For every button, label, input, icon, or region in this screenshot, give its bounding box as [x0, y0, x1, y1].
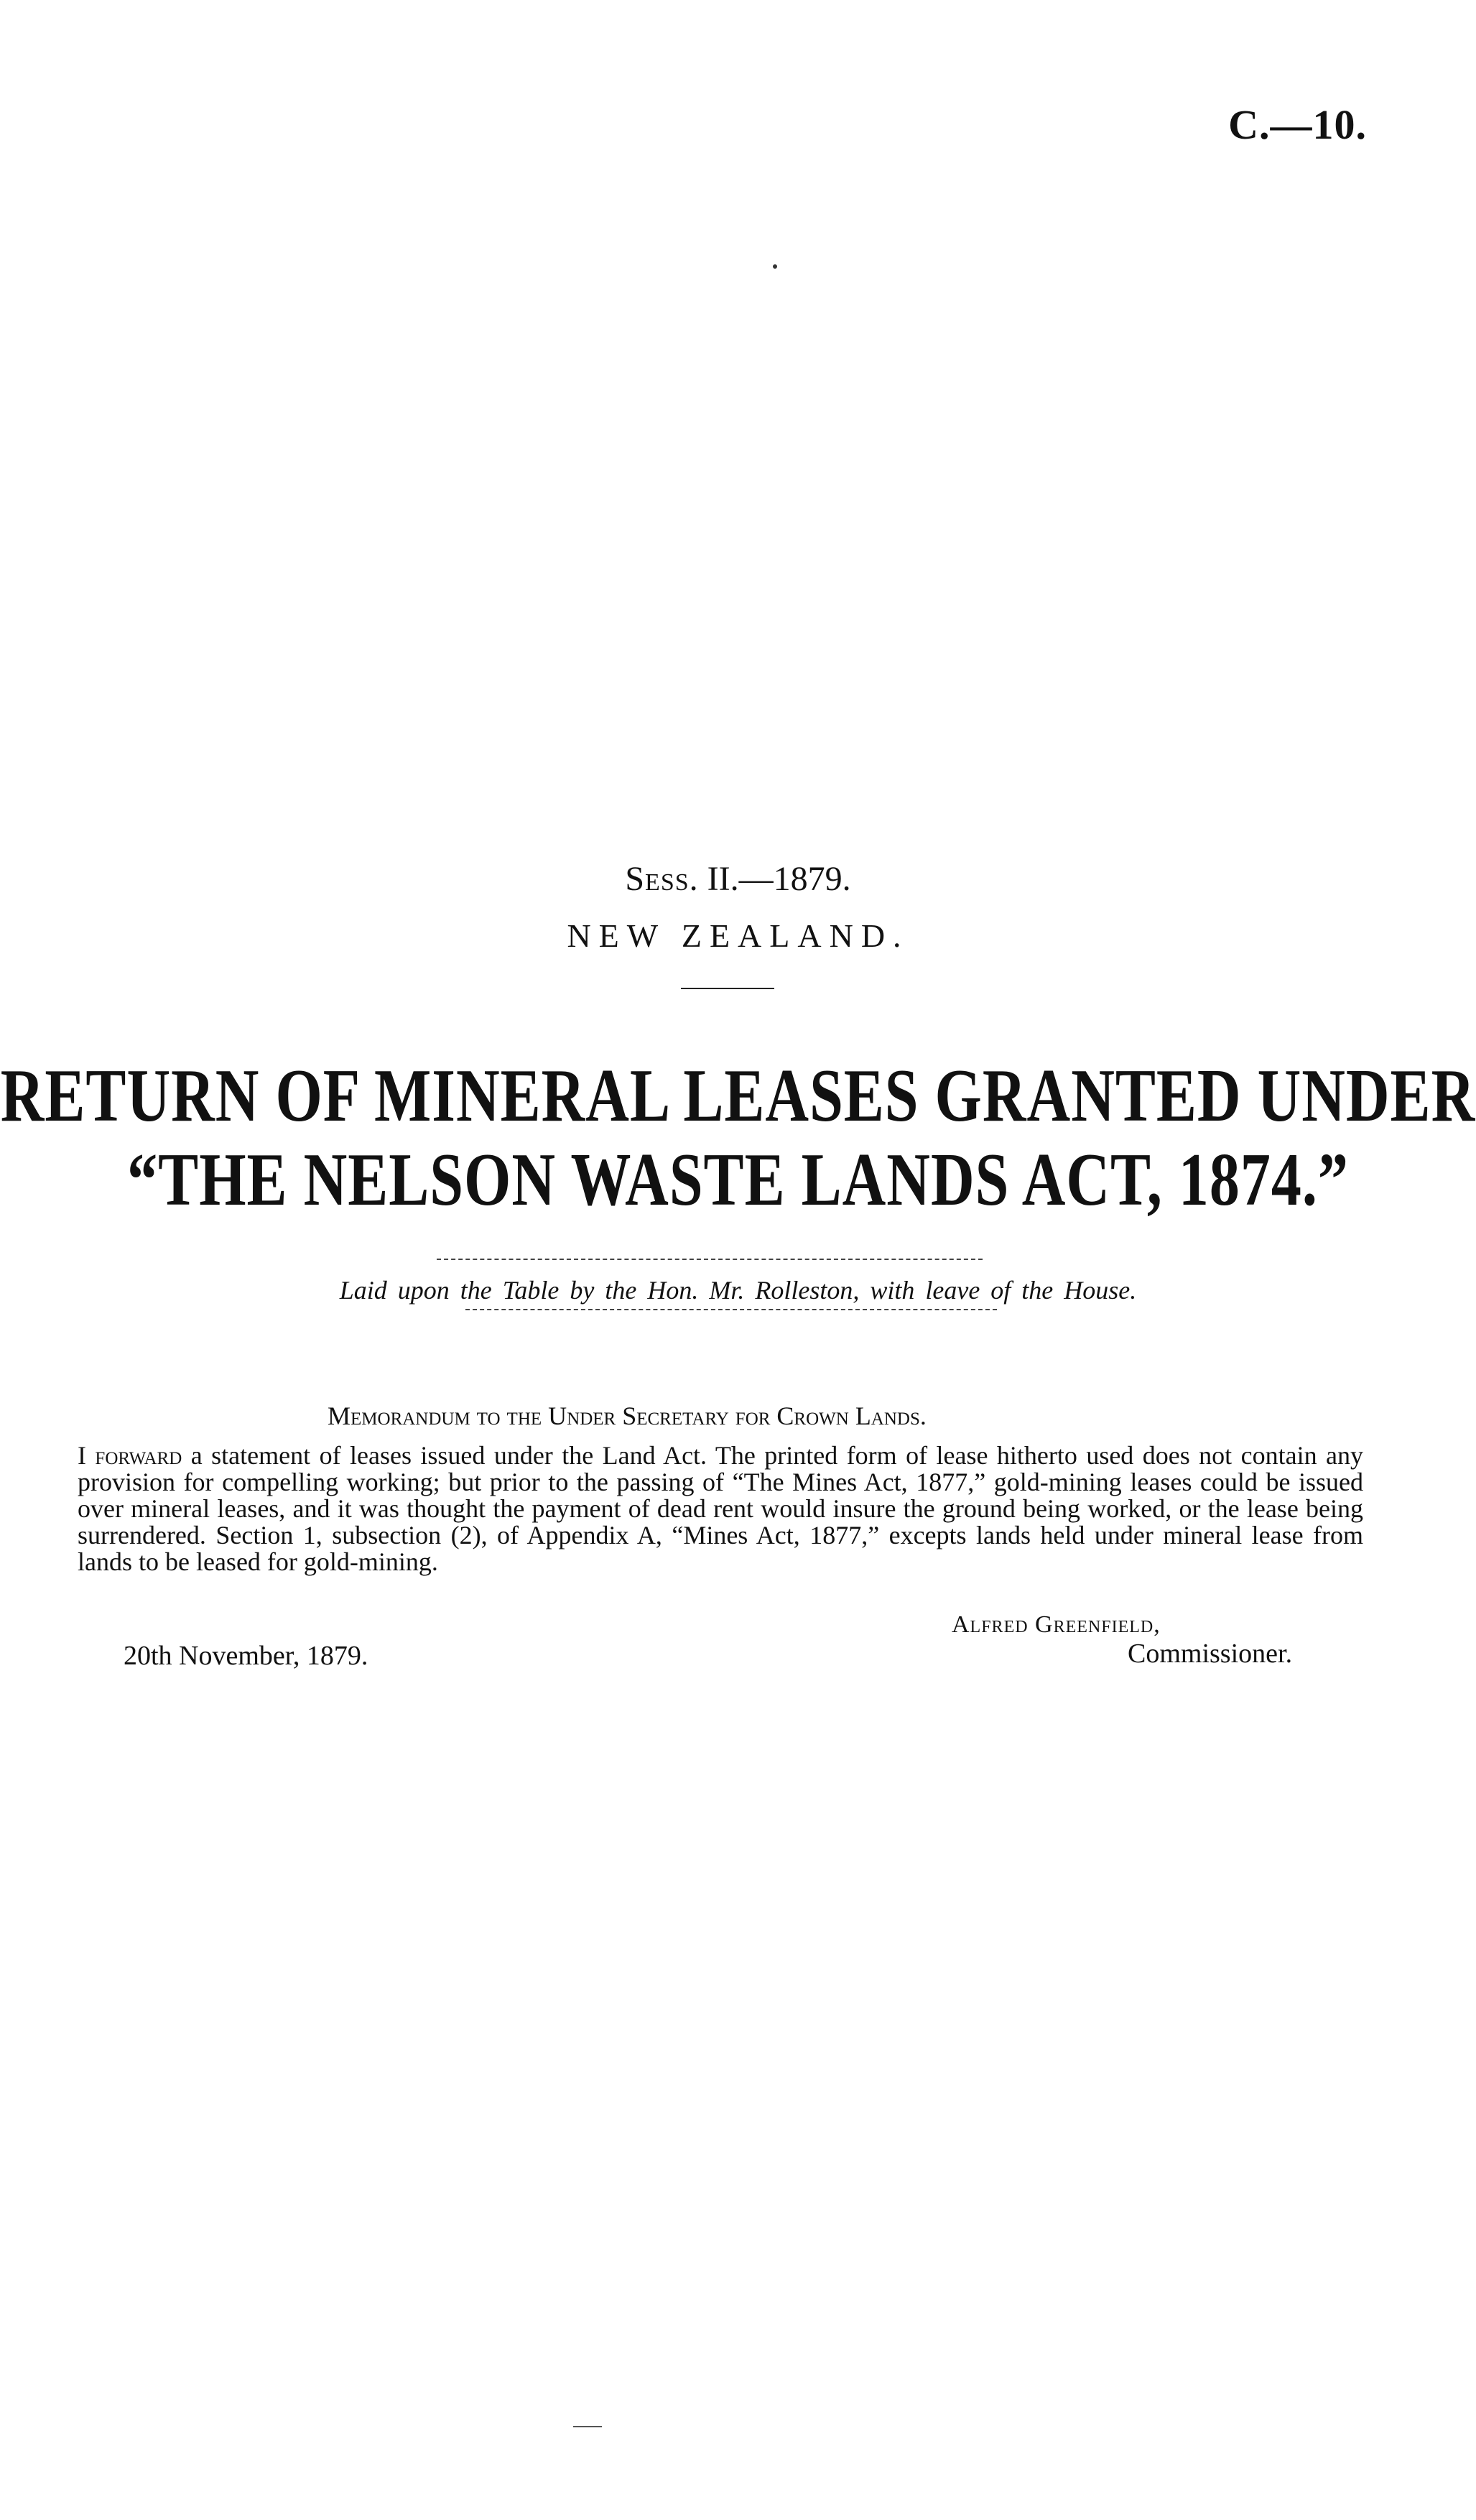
session-line [0, 859, 1476, 899]
heading-divider [681, 988, 774, 989]
laid-rule-bottom [465, 1309, 997, 1310]
memorandum-text: a statement of leases issued under the Land Act. The printed form of lease hitherto used does not contain any provision for compelling working; but prior to the passing of “The Mines Act, 1877,” gold-mining leases could be issued over mineral leases, and it was thought the payment of dead rent would insure the ground being worked, or the lease being surrendered. Section 1, subsection (2), of Appendix A, “Mines Act, 1877,” excepts lands held under mineral lease from lands to be leased for gold-mining. [78, 1441, 1363, 1576]
page-reference: C.—10. [1228, 101, 1367, 148]
signer-role: Commissioner. [1128, 1639, 1293, 1669]
country-heading: NEW ZEALAND. [567, 917, 909, 954]
bottom-mark [573, 2426, 602, 2427]
memorandum-body [78, 1442, 1363, 1575]
laid-upon-table-note: Laid upon the Table by the Hon. Mr. Rolleston, with leave of the House. [339, 1276, 1137, 1305]
document-title-line-1: RETURN OF MINERAL LEASES GRANTED UNDER [0, 1054, 1476, 1138]
session-label: Sess. [625, 860, 699, 898]
memorandum-date: 20th November, 1879. [124, 1641, 368, 1671]
session-value: II.—1879. [707, 860, 851, 898]
print-speck [773, 264, 777, 269]
memorandum-lead: I forward [78, 1441, 182, 1470]
memorandum-heading: Memorandum to the Under Secretary for Crown Lands. [328, 1402, 927, 1430]
signer-name: Alfred Greenfield, [952, 1611, 1161, 1638]
document-title-line-2: “THE NELSON WASTE LANDS ACT, 1874.” [127, 1138, 1349, 1222]
laid-rule-top [437, 1259, 983, 1260]
